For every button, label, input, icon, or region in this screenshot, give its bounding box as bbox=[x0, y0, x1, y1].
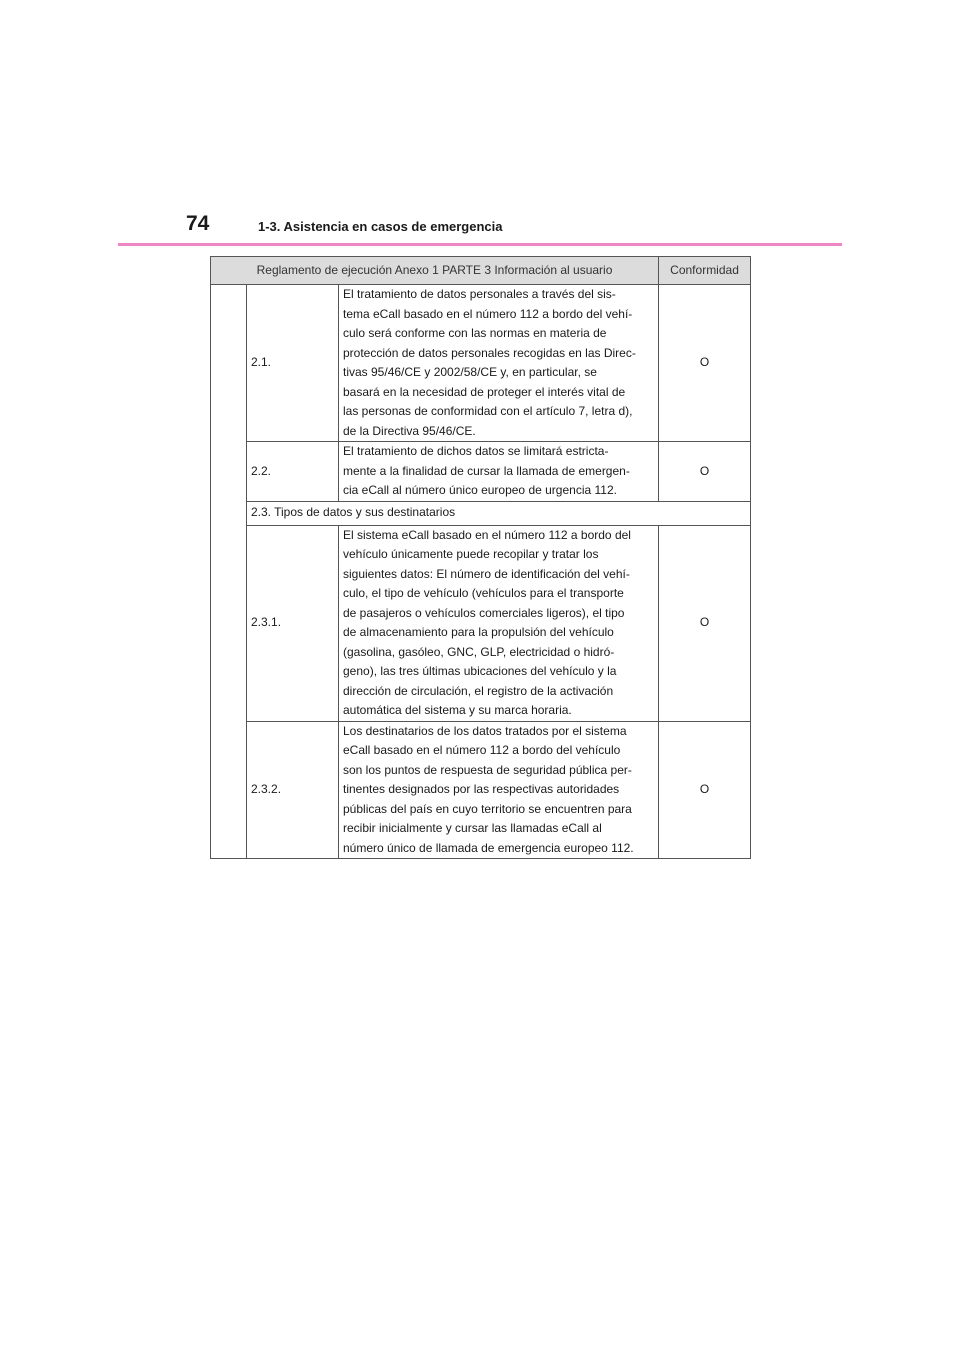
row-conformity: O bbox=[659, 442, 751, 502]
header-divider bbox=[118, 243, 842, 246]
row-conformity: O bbox=[659, 721, 751, 859]
text-line: mente a la finalidad de cursar la llamada de emergen- bbox=[343, 463, 630, 478]
text-line: recibir inicialmente y cursar las llamadas eCall al bbox=[343, 821, 602, 835]
text-line: número único de llamada de emergencia europeo 112. bbox=[343, 840, 634, 855]
table-row bbox=[211, 525, 751, 721]
table-row bbox=[211, 442, 751, 502]
text-line: de almacenamiento para la propulsión del vehículo bbox=[343, 625, 614, 639]
row-description bbox=[339, 442, 659, 502]
text-line: El tratamiento de dichos datos se limitará estricta- bbox=[343, 444, 609, 458]
row-number: 2.3.2. bbox=[247, 721, 339, 859]
text-line: Los destinatarios de los datos tratados por el sistema bbox=[343, 723, 627, 738]
indent-cell bbox=[211, 285, 247, 859]
row-conformity: O bbox=[659, 285, 751, 442]
text-line: las personas de conformidad con el artículo 7, letra d), bbox=[343, 404, 633, 418]
text-line: (gasolina, gasóleo, GNC, GLP, electricidad o hidró- bbox=[343, 644, 615, 659]
text-line: El tratamiento de datos personales a través del sis- bbox=[343, 287, 616, 301]
text-line: culo será conforme con las normas en materia de bbox=[343, 326, 607, 340]
table-header-row bbox=[211, 257, 751, 285]
text-line: cia eCall al número único europeo de urgencia 112. bbox=[343, 483, 617, 497]
text-line: públicas del país en cuyo territorio se encuentren para bbox=[343, 801, 632, 816]
row-number: 2.3.1. bbox=[247, 525, 339, 721]
text-line: culo, el tipo de vehículo (vehículos para el transporte bbox=[343, 586, 624, 600]
text-line: El sistema eCall basado en el número 112 a bordo del bbox=[343, 527, 631, 542]
row-description bbox=[339, 285, 659, 442]
row-conformity: O bbox=[659, 525, 751, 721]
table-row bbox=[211, 285, 751, 442]
header-conformity: Conformidad bbox=[659, 257, 751, 285]
row-description bbox=[339, 525, 659, 721]
page-number: 74 bbox=[186, 212, 210, 235]
text-line: tinentes designados por las respectivas autoridades bbox=[343, 782, 620, 796]
text-line: vehículo únicamente puede recopilar y tratar los bbox=[343, 547, 599, 561]
row-description bbox=[339, 721, 659, 859]
regulation-table bbox=[210, 256, 751, 859]
text-line: geno), las tres últimas ubicaciones del vehículo y la bbox=[343, 664, 617, 678]
header-regulation: Reglamento de ejecución Anexo 1 PARTE 3 Información al usuario bbox=[211, 257, 659, 285]
text-line: son los puntos de respuesta de seguridad pública per- bbox=[343, 762, 632, 777]
subheading: 2.3. Tipos de datos y sus destinatarios bbox=[247, 501, 751, 525]
text-line: siguientes datos: El número de identificación del vehí- bbox=[343, 566, 630, 581]
text-line: dirección de circulación, el registro de la activación bbox=[343, 683, 614, 698]
row-number: 2.1. bbox=[247, 285, 339, 442]
text-line: de la Directiva 95/46/CE. bbox=[343, 423, 476, 438]
section-title: 1-3. Asistencia en casos de emergencia bbox=[258, 219, 503, 234]
text-line: tivas 95/46/CE y 2002/58/CE y, en particular, se bbox=[343, 365, 597, 379]
text-line: automática del sistema y su marca horaria. bbox=[343, 703, 572, 717]
row-number: 2.2. bbox=[247, 442, 339, 502]
text-line: eCall basado en el número 112 a bordo del vehículo bbox=[343, 743, 621, 757]
text-line: de pasajeros o vehículos comerciales ligeros), el tipo bbox=[343, 605, 625, 620]
text-line: basará en la necesidad de proteger el interés vital de bbox=[343, 384, 626, 399]
table-row bbox=[211, 721, 751, 859]
text-line: tema eCall basado en el número 112 a bordo del vehí- bbox=[343, 306, 633, 321]
text-line: protección de datos personales recogidas en las Direc- bbox=[343, 345, 636, 360]
table-subheading-row bbox=[211, 501, 751, 525]
